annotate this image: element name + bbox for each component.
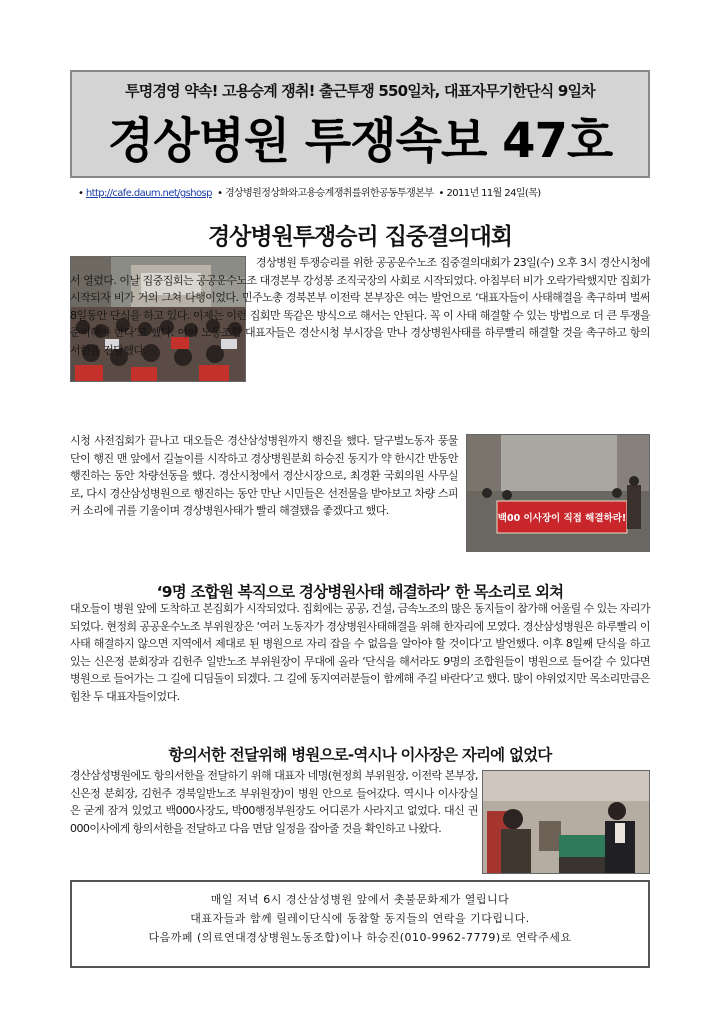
organization-name: 경상병원정상화와고용승계쟁취를위한공동투쟁본부	[224, 188, 434, 199]
article2-headline: ‘9명 조합원 복직으로 경상병원사태 해결하라’ 한 목소리로 외쳐	[156, 583, 564, 601]
meeting-photo	[482, 770, 650, 874]
article1-headline: 경상병원투쟁승리 집중결의대회	[207, 224, 513, 250]
article1-paragraph2: 시청 사전집회가 끝나고 대오들은 경산삼성병원까지 행진을 했다. 달구벌노동자 풍물단이 행진 맨 앞에서 길놀이를 시작하고 경상병원분회 하승진 동지가 약 한시간 반동안 행진하는 동안 차량선동을 했다. 경산시청에서 경산시장으로, 최경환 국회의원 사무실로, 다시 경산삼성병원으로 행진하는 동안 만난 시민들은 선전물을 받아보고 차량 스피커 소리에 귀를 기울이며 경상병원사태가 빨리 해결됐음 좋겠다고 했다.	[70, 434, 458, 517]
march-photo	[466, 434, 650, 552]
footer-line3: 다음까페 (의료연대경상병원노동조합)이나 하승진(010-9962-7779)로 연락주세요	[148, 931, 572, 944]
banner-text: 백00 이사장이 직접 해결하라!	[497, 513, 627, 524]
article1-paragraph1: 경상병원 투쟁승리를 위한 공공운수노조 집중결의대회가 23일(수) 오후 3시 경산시청에서 열렸다. 이날 집중집회는 공공운수노조 대경본부 강성봉 조직국장의 사회로 시작되었다. 아침부터 비가 오락가락했지만 집회가 시작되자 비가 거의 그쳐 다행이었다. 민주노총 경북본부 이전락 본부장은 여는 발언으로 ‘대표자들이 사태해결을 촉구하며 벌써 8일동안 단식을 하고 있다. 이제는 이런 집회만 똑같은 방식으로 해서는 안된다. 꼭 이 사태 해결할 수 있는 방법으로 더 큰 투쟁을 준비해야 한다’고 했다. 이어 노동조합 대표자들은 경산시청 부시장을 만나 경상병원사태를 하루빨리 해결할 것을 촉구하고 항의서한을 전달했다.	[70, 256, 651, 357]
masthead-subtitle: 투명경영 약속! 고용승계 쟁취! 출근투쟁 550일차, 대표자무기한단식 9일차	[125, 82, 595, 100]
footer-notice-box	[70, 880, 650, 968]
march-photo-illustration	[467, 435, 650, 552]
cafe-url-link[interactable]: http://cafe.daum.net/gshosp	[85, 188, 212, 199]
footer-line2: 대표자들과 함께 릴레이단식에 동참할 동지들의 연락을 기다립니다.	[190, 912, 530, 925]
meeting-photo-illustration	[483, 771, 650, 874]
info-bullet: •	[438, 188, 444, 199]
info-bullet: •	[217, 188, 223, 199]
article3-paragraph1: 경산삼성병원에도 항의서한을 전달하기 위해 대표자 네명(현정희 부위원장, 이전락 본부장, 신은정 분회장, 김헌주 경북일반노조 부위원장)이 병원 안으로 들어갔다. 역시나 이사장실은 굳게 잠겨 있었고 백000사장도, 박00행정부원장도 어디론가 사라지고 없었다. 대신 권000이사에게 항의서한을 전달하고 다음 면담 일정을 잡아줄 것을 확인하고 나왔다.	[70, 769, 478, 835]
footer-line1: 매일 저녁 6시 경산삼성병원 앞에서 촛불문화제가 열립니다	[210, 893, 510, 906]
issue-date: 2011년 11월 24일(목)	[446, 188, 541, 199]
info-line	[78, 184, 658, 199]
masthead-title: 경상병원 투쟁속보 47호	[107, 113, 613, 169]
masthead	[70, 70, 650, 178]
article3-headline: 항의서한 전달위해 병원으로-역시나 이사장은 자리에 없었다	[168, 746, 552, 764]
article2-paragraph1: 대오들이 병원 앞에 도착하고 본집회가 시작되었다. 집회에는 공공, 건설, 금속노조의 많은 동지들이 참가해 어울릴 수 있는 자리가 되었다. 현정희 공공운수노조 부위원장은 ‘여러 노동자가 경상병원사태해결을 위해 한자리에 모였다. 경산삼성병원은 하루빨리 이 사태 해결하지 않으면 지역에서 제대로 된 병원으로 자리 잡을 수 없음을 알아야 할 것이다’고 발언했다. 이후 8일째 단식을 하고 있는 신은정 분회장과 김헌주 일반노조 부위원장이 무대에 올라 ‘단식을 해서라도 9명의 조합원들이 병원으로 들어갈 수 있다면 병원으로 들어가는 그 길에 디딤돌이 되겠다. 그 길에 동지여러분들이 함께해 주길 바란다’고 했다. 많이 야위었지만 목소리만큼은 힘찬 두 대표자들이었다.	[70, 602, 650, 703]
info-bullet: •	[78, 188, 84, 199]
